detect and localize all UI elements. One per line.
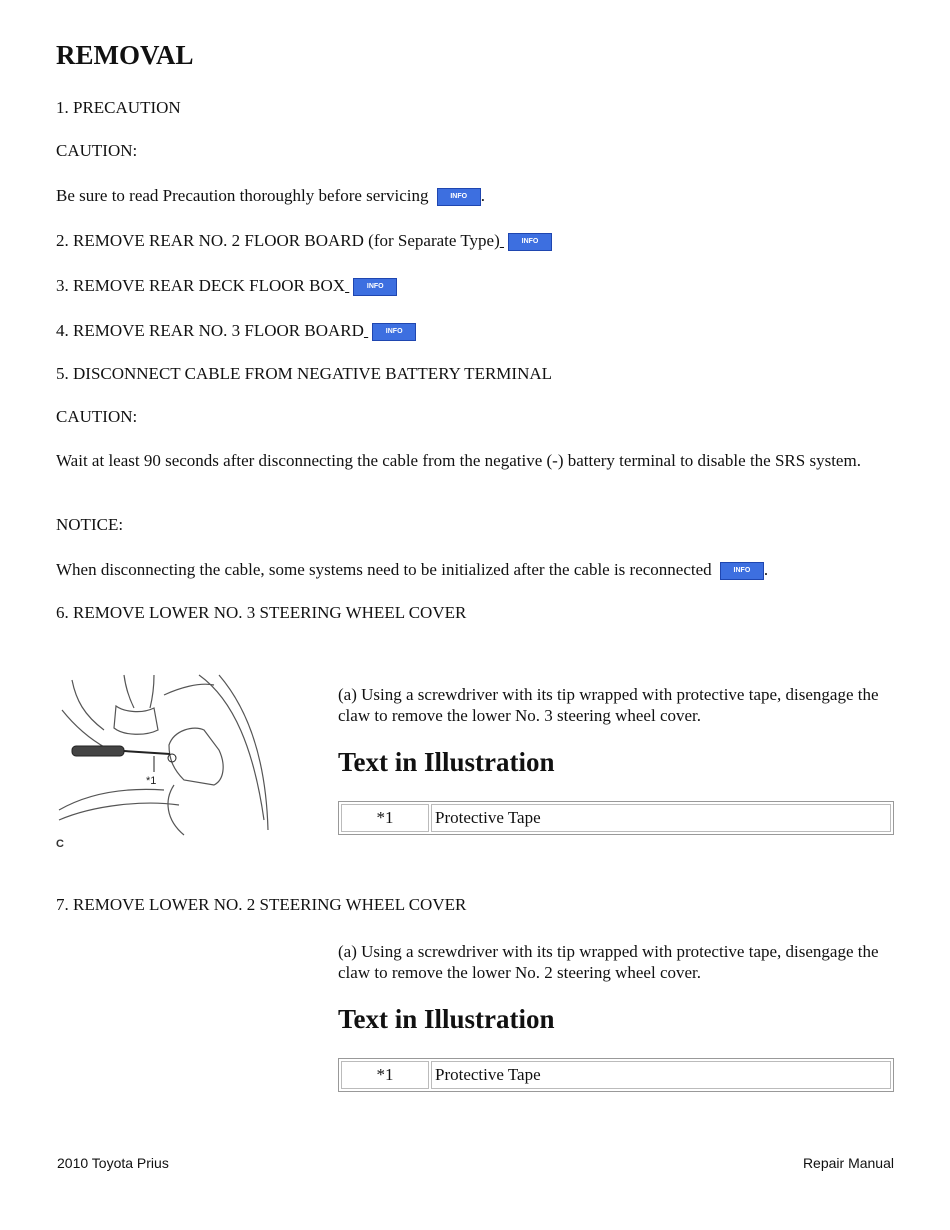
step-1-caution-text	[56, 185, 485, 206]
step-5-notice-label: NOTICE:	[56, 515, 124, 534]
legend-number: *1	[341, 804, 429, 832]
footer-left: 2010 Toyota Prius	[57, 1155, 169, 1171]
step-4-label: 4. REMOVE REAR NO. 3 FLOOR BOARD	[56, 321, 364, 340]
step-3-heading	[56, 275, 397, 296]
step-1-heading: 1. PRECAUTION	[56, 98, 181, 117]
illustration-corner-mark: C	[56, 838, 64, 850]
steering-wheel-illustration	[54, 670, 274, 860]
illustration-heading: Text in Illustration	[338, 747, 555, 777]
step-5-caution-label: CAUTION:	[56, 407, 138, 426]
step-5-caution-text: Wait at least 90 seconds after disconnecting the cable from the negative (-) battery terminal to disable the SRS system.	[56, 451, 861, 470]
step-7-description: (a) Using a screwdriver with its tip wrapped with protective tape, disengage the claw to remove the lower No. 2 steering wheel cover.	[338, 942, 879, 982]
legend-label: Protective Tape	[431, 804, 891, 832]
page-title: REMOVAL	[56, 40, 194, 70]
step-7-heading: 7. REMOVE LOWER NO. 2 STEERING WHEEL COVER	[56, 895, 467, 914]
step-5-notice-text	[56, 559, 768, 580]
table-row	[341, 1061, 891, 1089]
step-1-caution-sentence: Be sure to read Precaution thoroughly before servicing	[56, 186, 429, 205]
info-link-button[interactable]: INFO	[353, 278, 397, 296]
period: .	[763, 560, 769, 579]
table-row	[341, 804, 891, 832]
info-link-button[interactable]: INFO	[720, 562, 764, 580]
info-link-button[interactable]: INFO	[372, 323, 416, 341]
step-6-heading: 6. REMOVE LOWER NO. 3 STEERING WHEEL COVER	[56, 603, 467, 622]
step-5-heading: 5. DISCONNECT CABLE FROM NEGATIVE BATTERY TERMINAL	[56, 364, 553, 383]
info-link-button[interactable]: INFO	[508, 233, 552, 251]
step-2-heading	[56, 230, 552, 251]
callout-label: *1	[146, 775, 157, 787]
step-6-description: (a) Using a screwdriver with its tip wrapped with protective tape, disengage the claw to remove the lower No. 3 steering wheel cover.	[338, 685, 879, 725]
illustration-heading: Text in Illustration	[338, 1004, 555, 1034]
step-1-caution-label: CAUTION:	[56, 141, 138, 160]
info-link-button[interactable]: INFO	[437, 188, 481, 206]
illustration-legend-table	[338, 801, 894, 835]
legend-number: *1	[341, 1061, 429, 1089]
illustration-legend-table	[338, 1058, 894, 1092]
step-5-notice-sentence: When disconnecting the cable, some systems need to be initialized after the cable is reconnected	[56, 560, 712, 579]
step-3-label: 3. REMOVE REAR DECK FLOOR BOX	[56, 276, 346, 295]
legend-label: Protective Tape	[431, 1061, 891, 1089]
period: .	[480, 186, 485, 205]
footer-right: Repair Manual	[802, 1155, 894, 1171]
step-2-label: 2. REMOVE REAR NO. 2 FLOOR BOARD (for Separate Type)	[56, 231, 500, 250]
step-4-heading	[56, 320, 416, 341]
